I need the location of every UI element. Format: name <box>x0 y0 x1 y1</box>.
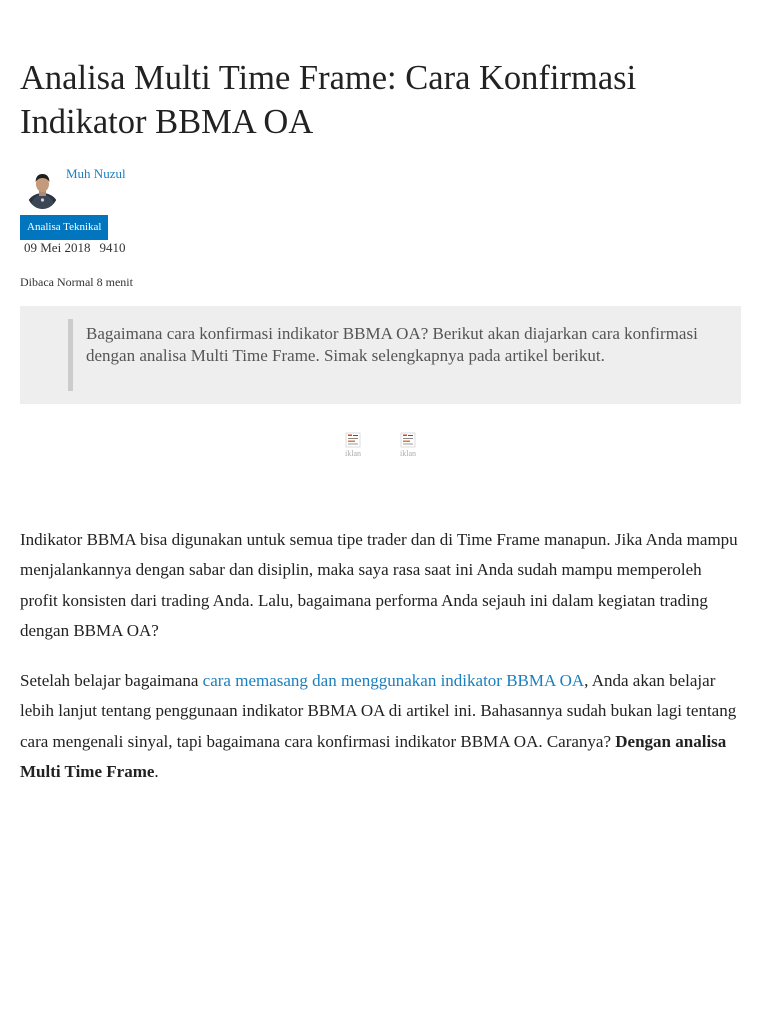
paragraph-text: Setelah belajar bagaimana <box>20 671 203 690</box>
article-meta <box>24 240 125 256</box>
paragraph-text: , Anda akan belajar lebih lanjut tentang penggunaan indikator BBMA OA di artikel ini. Bahasannya sudah bukan lagi tentang cara mengenali sinyal, tapi bagaimana cara konfirmasi indikator BBMA OA. Caranya? <box>20 671 737 751</box>
category-badge[interactable]: Analisa Teknikal <box>20 215 108 240</box>
ad-label: iklan <box>400 449 416 458</box>
broken-image-icon <box>400 432 416 448</box>
ad-slot-1[interactable] <box>343 432 363 462</box>
broken-image-icon <box>345 432 361 448</box>
body-paragraph: Indikator BBMA bisa digunakan untuk semua tipe trader dan di Time Frame manapun. Jika Anda mampu menjalankannya dengan sabar dan disiplin, maka saya rasa saat ini Anda sudah mampu memperoleh profit konsisten dari trading Anda. Lalu, bagaimana performa Anda sejauh ini dalam kegiatan trading dengan BBMA OA? <box>20 530 738 641</box>
article-title: Analisa Multi Time Frame: Cara Konfirmasi Indikator BBMA OA <box>20 59 637 141</box>
blockquote-bar <box>68 319 73 391</box>
body-paragraph <box>20 666 741 788</box>
author-avatar[interactable] <box>26 169 59 209</box>
ad-slot-2[interactable] <box>398 432 418 462</box>
bbma-install-article-link[interactable]: cara memasang dan menggunakan indikator BBMA OA <box>202 671 585 690</box>
author-avatar-photo-icon <box>26 169 59 209</box>
read-time: Dibaca Normal 8 menit <box>20 275 133 289</box>
publish-date: 09 Mei 2018 <box>24 240 91 255</box>
emphasis-text: Dengan analisa Multi Time Frame <box>20 731 727 782</box>
ad-label: iklan <box>345 449 361 458</box>
view-count: 9410 <box>99 240 126 255</box>
summary-blockquote <box>20 306 741 404</box>
author-name-link[interactable]: Muh Nuzul <box>66 166 126 181</box>
summary-text: Bagaimana cara konfirmasi indikator BBMA OA? Berikut akan diajarkan cara konfirmasi dengan analisa Multi Time Frame. Simak selengkapnya pada artikel berikut. <box>86 324 698 365</box>
paragraph-text: . <box>154 762 159 782</box>
